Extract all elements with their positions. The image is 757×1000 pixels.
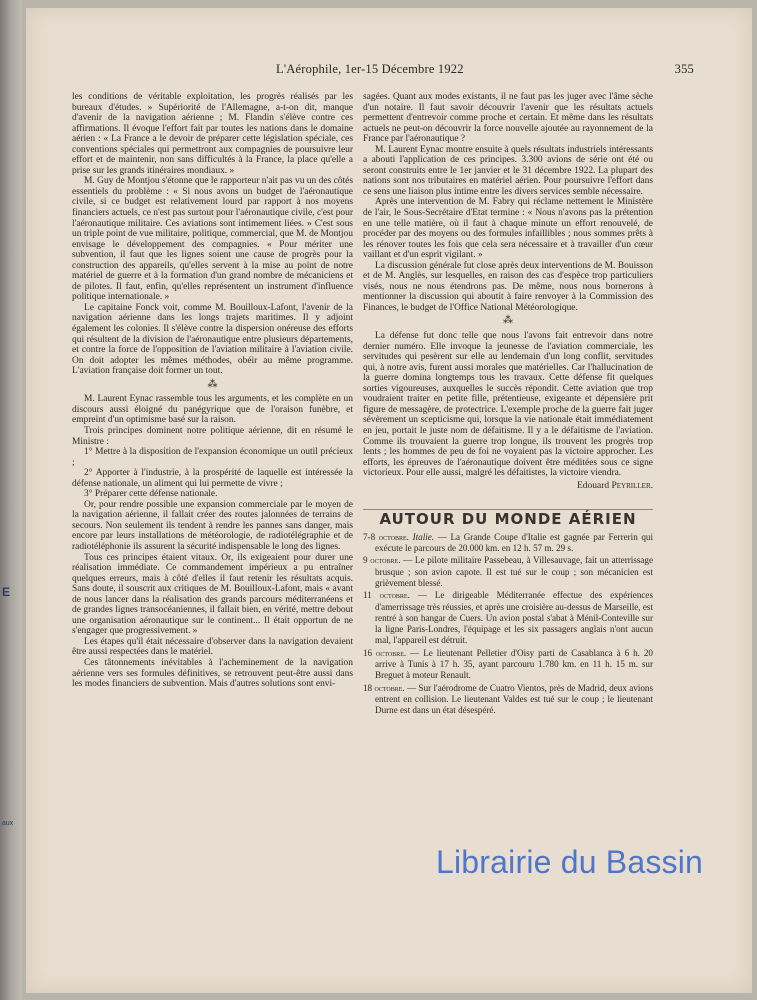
paragraph: M. Laurent Eynac montre ensuite à quels résultats industriels intéressants a abouti l'application de ces principes. 3.300 avions de série ont été ou seront construits entre le 1er janvier et le 31 décembre 1922. La plupart des nations sont nos tributaires en matériel aérien. Pour poursuivre l'effort dans ce sens une liaison plus intime entre les divers services semble nécessaire.: [363, 144, 653, 197]
paragraph: Après une intervention de M. Fabry qui réclame nettement le Ministère de l'air, le Sous-Secrétaire d'Etat termine : « Nous n'avons pas la prétention en une telle matière, où il faut à chaque minute un effort renouvelé, de procéder par des moyens ou des formules infaillibles ; nous sommes prêts à les rénover toutes les fois que cela sera nécessaire et à travailler d'un cœur vaillant et d'un esprit vigilant. »: [363, 197, 653, 261]
news-date: 18 octobre.: [363, 682, 405, 693]
running-head: [66, 62, 694, 80]
magazine-page: [26, 8, 752, 993]
news-text: — Le pilote militaire Passebeau, à Villesauvage, fait un atterrissage brusque ; son avion capote. Il est tué sur le coup ; son mécanicien est grièvement blessé.: [375, 555, 653, 588]
margin-mark-lower: aux: [2, 820, 14, 827]
news-date: 11 octobre.: [363, 590, 410, 601]
paragraph: les conditions de véritable exploitation, les progrès réalisés par les bureaux d'études. » Supériorité de l'Allemagne, a-t-on dit, manque d'avenir de la navigation aérienne ; M. Flandin s'élève contre ces affirmations. Il évoque l'effort fait par toutes les nations dans le domaine aérien : « La France a le devoir de préparer cette législation spéciale, ces conventions spéciales qui permettront aux compagnies de poursuivre leur effort et de maintenir, non sans difficultés à la France, la place qu'elle a prise sur les grands itinéraires mondiaux. »: [72, 92, 353, 176]
news-text: — Le dirigeable Méditerranée effectue des expériences d'amerrissage très réussies, et après une croisière au-dessus de Marseille, est rentré à son hangar de Cuers. Un avion postal s'abat à Ménil-Conteville sur la ligne Paris-Londres, l'équipage et les six passagers anglais n'ont aucun mal, l'appareil est détruit.: [375, 590, 654, 646]
scan-left-edge: [0, 0, 22, 1000]
news-text: — Le lieutenant Pelletier d'Oisy parti de Casablanca à 6 h. 20 arrive à Tunis à 17 h. 35, ayant parcouru 1.780 km. en 11 h. 15 m. sur Breguet à moteur Renault.: [375, 647, 653, 681]
section-separator: ⁂: [207, 378, 218, 390]
news-place: Italie.: [412, 531, 435, 542]
running-head-title: L'Aérophile, 1er-15 Décembre 1922: [276, 62, 464, 76]
news-date: 16 octobre.: [363, 647, 407, 658]
section-separator: ⁂: [503, 315, 513, 327]
author-signature: [363, 481, 653, 492]
margin-mark-upper: E: [2, 585, 11, 599]
page-number: 355: [674, 62, 694, 76]
paragraph: Le capitaine Fonck voit, comme M. Bouilloux-Lafont, l'avenir de la navigation aérienne dans les longs trajets maritimes. Il y adjoint également les colonies. Il s'élève contre la dispersion onéreuse des efforts qui résultent de la division de l'aéronautique entre plusieurs départements, et contre la force de l'opposition de l'aviation militaire à l'aviation civile. On doit adopter les mêmes méthodes, obéir au même programme. L'aviation française doit former un tout.: [72, 302, 353, 377]
paragraph: Tous ces principes étaient vitaux. Or, ils exigeaient pour durer une réalisation immédiate. Ce commandement impérieux a pu entraîner quelques erreurs, mais à côté d'elles il faut retenir les résultats acquis. Sans doute, il souscrit aux critiques de M. Bouilloux-Lafont, mais « avant de nous lancer dans la réalisation des grands parcours méditerranéens et de grandes lignes transocéaniennes, il fallait bien, en vérité, mettre debout une organisation aéronautique sur le continent... Il était opportun de ne s'engager que progressivement. »: [72, 552, 353, 637]
paragraph: Trois principes dominent notre politique aérienne, dit en résumé le Ministre :: [72, 425, 353, 447]
news-text: — La Grande Coupe d'Italie est gagnée par Ferrerin qui exécute le parcours de 20.000 km. en 12 h. 57 m. 29 s.: [375, 531, 654, 554]
paragraph: sagées. Quant aux modes existants, il ne faut pas les juger avec l'âme sèche d'un notaire. Il faut savoir découvrir l'avenir que les résultats actuels permettent d'entrevoir comme proche et certain. Et même dans les résultats actuels ne peut-on découvrir la force nouvelle ajoutée au rayonnement de la France par l'aéronautique ?: [363, 92, 653, 145]
news-date: 7-8 octobre.: [363, 531, 409, 542]
news-date: 9 octobre.: [363, 555, 401, 566]
news-section-title: AUTOUR DU MONDE AÉRIEN: [363, 509, 653, 525]
news-entry: [363, 683, 653, 717]
paragraph: Les étapes qu'il était nécessaire d'observer dans la navigation devaient être aussi respectées dans le matériel.: [72, 636, 353, 658]
paragraph: La discussion générale fut close après deux interventions de M. Bouisson et de M. Anglès, sur lesquelles, en raison des cas d'espèce trop particuliers visés, nous ne nous étendrons pas. De même, nous nous bornerons à mentionner la discussion qui aboutit à faire renvoyer à la Commission des Finances, le budget de l'Office National Météorologique.: [363, 260, 653, 313]
paragraph: M. Guy de Montjou s'étonne que le rapporteur n'ait pas vu un des côtés essentiels du problème : « Si nous avons un budget de l'aéronautique civile, si ce budget est relativement lourd par rapport à nos moyens financiers actuels, ce n'est pas surtout pour l'aéronautique civile, c'est pour l'aéronautique militaire. Ces aviations sont intimement liées. » C'est sous un triple point de vue militaire, politique, commercial, que M. de Montjou envisage le développement des compagnies. « Pour mériter une subvention, il faut que les lignes soient une cause de progrès pour la construction des appareils, qu'elles servent à la mise au point de notre matériel de guerre et à la formation d'un grand nombre de mécaniciens et de pilotes. Il faut, enfin, qu'elles représentent un instrument d'influence politique internationale. »: [72, 176, 353, 303]
paragraph: M. Laurent Eynac rassemble tous les arguments, et les complète en un discours aussi éloigné du panégyrique que de l'oraison funèbre, et empreint d'un optimisme basé sur la raison.: [72, 394, 353, 426]
news-entry: [363, 590, 653, 646]
news-entry: [363, 555, 653, 589]
paragraph: La défense fut donc telle que nous l'avons fait entrevoir dans notre dernier numéro. Elle invoque la jeunesse de l'aviation commerciale, les servitudes qui pesèrent sur elle au lendemain d'un long conflit, servitudes qui, à notre avis, furent aussi morales que matérielles. Car l'hallucination de la guerre domina longtemps tous les travaux. Cette défense fit quelques sorties vigoureuses, auxquelles le succès répondit. Cette aviation que trop voudraient traiter en petite fille, prétentieuse, exigeante et dépensière prit figure de messagère, de protectrice. L'exemple proche de la guerre fait juger sévèrement un scepticisme qui, lorsque la vie nationale était immédiatement en jeu, portait le juste nom de défaitisme. Il y a le défaitisme de l'aviation. Comme ils trouvaient la guerre trop longue, ils trouvent les progrès trop lents ; les hommes de peu de foi ne voyaient pas la victoire approcher. Les efforts, les épreuves de l'aéronautique doivent être méditées sous ce signe victorieux. Pour elle aussi, malgré les défaitistes, la victoire viendra.: [363, 331, 653, 479]
list-item: 2° Apporter à l'industrie, à la prospérité de laquelle est intéressée la défense nationale, un aliment qui lui permette de vivre ;: [72, 468, 353, 489]
list-item: 1° Mettre à la disposition de l'expansion économique un outil précieux ;: [72, 447, 353, 468]
paragraph: Or, pour rendre possible une expansion commerciale par le moyen de la navigation aérienne, il fallait créer des routes jalonnées de terrains de secours. Non seulement ils tendent à rendre les pannes sans danger, mais encore par leurs installations de météorologie, de radiotélégraphie et de radiotéléphonie ils assurent la sécurité indispensable le long des lignes.: [72, 499, 353, 552]
paragraph: Ces tâtonnements inévitables à l'acheminement de la navigation aérienne vers ses formules définitives, se retrouvent peut-être aussi dans les modes financiers de subvention. Mais d'autres solutions sont envi-: [72, 657, 353, 690]
author-last-name: Peyriller.: [611, 480, 653, 491]
list-item: 3° Préparer cette défense nationale.: [84, 489, 218, 500]
left-column: [72, 92, 353, 690]
news-entry: [363, 532, 653, 555]
news-text: — Sur l'aérodrome de Cuatro Vientos, près de Madrid, deux avions entrent en collision. Le lieutenant Valdes est tué sur le coup ; le lieutenant Durne est dans un état désespéré.: [375, 682, 654, 716]
author-first-name: Edouard: [576, 480, 610, 491]
seller-watermark: Librairie du Bassin: [436, 844, 704, 880]
news-entry: [363, 648, 653, 682]
right-column: [363, 92, 653, 718]
